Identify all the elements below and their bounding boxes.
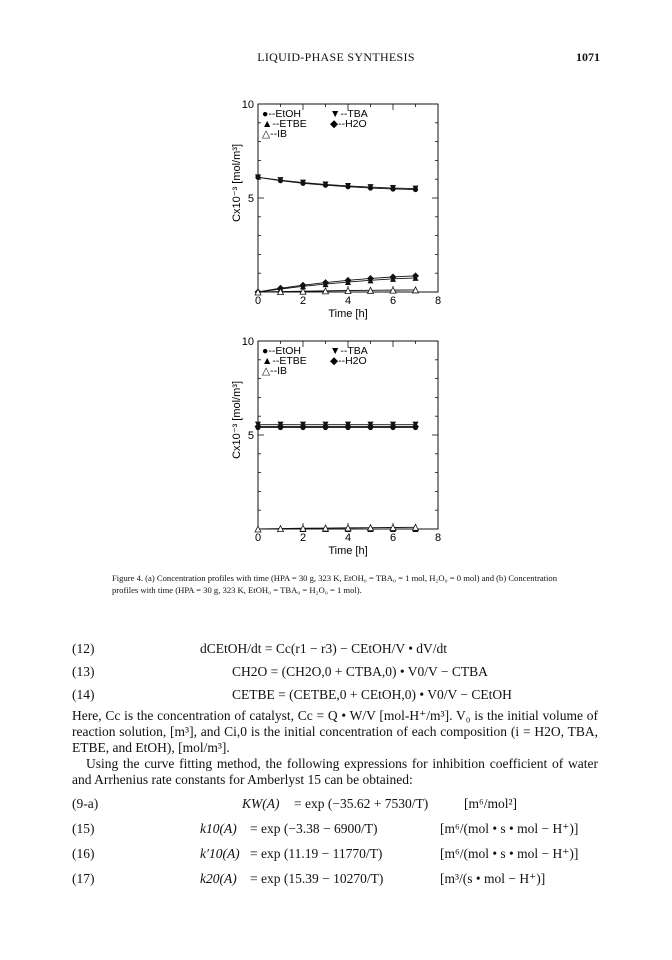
- figure-4b-chart: [215, 335, 465, 557]
- data-point-h2o: [412, 423, 419, 430]
- x-tick-label: 4: [344, 295, 352, 307]
- equation-15: [72, 821, 632, 841]
- equation-body: dCEtOH/dt = Cc(r1 − r3) − CEtOH/V • dV/dt: [200, 641, 448, 656]
- data-point-h2o: [367, 423, 374, 430]
- x-tick-label: 6: [389, 532, 397, 544]
- legend-entry: ●--EtOH: [262, 108, 302, 120]
- x-tick-label: 6: [389, 295, 397, 307]
- data-point-h2o: [322, 279, 329, 286]
- x-axis-label: Time [h]: [328, 545, 368, 557]
- equation-unit: [m⁶/mol²]: [464, 796, 517, 811]
- legend-entry: ▲--ETBE: [262, 118, 307, 130]
- equation-body: CETBE = (CETBE,0 + CEtOH,0) • V0/V − CEtOH: [232, 687, 512, 702]
- data-point-h2o: [345, 423, 352, 430]
- data-point-h2o: [345, 277, 352, 284]
- running-title: LIQUID-PHASE SYNTHESIS: [257, 50, 415, 64]
- y-tick-label: 5: [247, 430, 254, 442]
- legend-entry: △--IB: [262, 365, 287, 377]
- y-tick-label: 5: [247, 193, 254, 205]
- legend-entry: ◆--H2O: [330, 355, 367, 367]
- equation-9a: [72, 796, 632, 816]
- figure-caption: Figure 4. (a) Concentration profiles with time (HPA = 30 g, 323 K, EtOH₀ = TBA₀ = 1 mol, H₂O₀ = 0 mol) and (b) Concentration profiles with time (HPA = 30 g, 323 K, EtOH₀ = TBA₀ = H₂O₀ = 1 mol).: [112, 573, 558, 595]
- body-paragraph-2: Using the curve fitting method, the following expressions for inhibition coefficient of water and Arrhenius rate constants for Amberlyst 15 can be obtained:: [72, 756, 598, 787]
- equation-number: (17): [72, 871, 95, 886]
- x-tick-label: 8: [434, 295, 442, 307]
- y-axis-label: Cx10⁻³ [mol/m³]: [231, 380, 243, 459]
- data-point-h2o: [277, 423, 284, 430]
- equation-number: (12): [72, 641, 95, 656]
- legend-entry: ▲--ETBE: [262, 355, 307, 367]
- equation-14: [72, 687, 632, 707]
- x-tick-label: 4: [344, 532, 352, 544]
- equation-unit: [m⁶/(mol • s • mol − H⁺)]: [440, 846, 579, 861]
- equation-lhs: KW(A): [242, 796, 280, 811]
- x-tick-label: 2: [299, 295, 307, 307]
- legend-entry: ●--EtOH: [262, 345, 302, 357]
- data-point-h2o: [300, 423, 307, 430]
- y-tick-label: 10: [241, 99, 254, 111]
- equation-unit: [m³/(s • mol − H⁺)]: [440, 871, 546, 886]
- y-axis-label: Cx10⁻³ [mol/m³]: [231, 143, 243, 222]
- equation-16: [72, 846, 632, 866]
- x-axis-label: Time [h]: [328, 308, 368, 320]
- page-number: 1071: [576, 50, 600, 64]
- equation-number: (15): [72, 821, 95, 836]
- x-tick-label: 0: [254, 295, 262, 307]
- equation-number: (14): [72, 687, 95, 702]
- equation-body: CH2O = (CH2O,0 + CTBA,0) • V0/V − CTBA: [232, 664, 488, 679]
- x-tick-label: 0: [254, 532, 262, 544]
- equation-lhs: k′10(A): [200, 846, 240, 861]
- equation-13: [72, 664, 632, 684]
- x-tick-label: 2: [299, 532, 307, 544]
- equation-12: [72, 641, 632, 661]
- equation-17: [72, 871, 632, 891]
- equation-expression: = exp (−35.62 + 7530/T): [294, 796, 429, 811]
- data-point-h2o: [255, 423, 262, 430]
- equation-number: (16): [72, 846, 95, 861]
- legend-entry: ◆--H2O: [330, 118, 367, 130]
- legend-entry: ▼--TBA: [330, 108, 368, 120]
- figure-4a-chart: [215, 98, 465, 320]
- equation-unit: [m⁶/(mol • s • mol − H⁺)]: [440, 821, 579, 836]
- x-tick-label: 8: [434, 532, 442, 544]
- running-header: [0, 50, 672, 70]
- equation-number: (13): [72, 664, 95, 679]
- equation-expression: = exp (−3.38 − 6900/T): [250, 821, 378, 836]
- equation-expression: = exp (11.19 − 11770/T): [250, 846, 383, 861]
- body-paragraph-1: Here, Cc is the concentration of catalyst, Cc = Q • W/V [mol-H⁺/m³]. V₀ is the initial volume of reaction solution, [m³], and Ci,0 is the initial concentration of each composition (i = H2O, TBA, ETBE, and EtOH), [mol/m³].: [72, 708, 598, 755]
- data-point-h2o: [322, 423, 329, 430]
- y-tick-label: 10: [241, 336, 254, 348]
- data-point-h2o: [390, 423, 397, 430]
- equation-lhs: k20(A): [200, 871, 237, 886]
- equation-number: (9-a): [72, 796, 99, 811]
- legend-entry: ▼--TBA: [330, 345, 368, 357]
- equation-lhs: k10(A): [200, 821, 237, 836]
- equation-expression: = exp (15.39 − 10270/T): [250, 871, 384, 886]
- legend-entry: △--IB: [262, 128, 287, 140]
